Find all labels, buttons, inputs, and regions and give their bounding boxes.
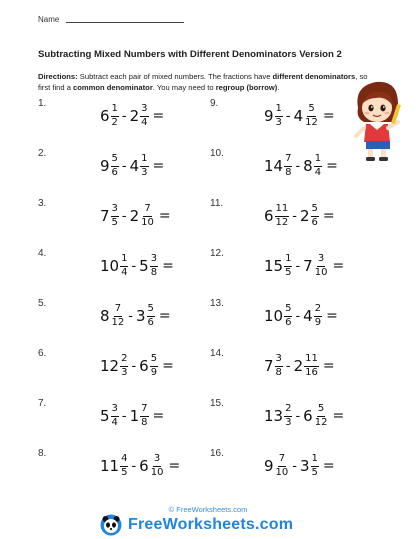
equals-sign: = xyxy=(332,258,345,274)
directions-label: Directions: xyxy=(38,72,78,81)
directions-bold-2: common denominator xyxy=(73,83,153,92)
subtrahend-whole: 4 xyxy=(129,157,140,175)
subtrahend-fraction xyxy=(304,354,319,378)
subtrahend-numerator: 7 xyxy=(140,404,148,417)
minuend-fraction xyxy=(275,104,283,128)
minuend-fraction xyxy=(111,304,126,328)
minuend-whole: 8 xyxy=(100,307,110,325)
minuend-fraction xyxy=(284,154,292,178)
minuend-whole: 11 xyxy=(100,457,120,475)
directions-text-1: Subtract each pair of mixed numbers. The fractions have xyxy=(77,72,273,81)
minuend-denominator: 10 xyxy=(275,466,289,478)
problem-number: 5. xyxy=(38,298,47,309)
subtrahend-whole: 6 xyxy=(303,407,313,425)
subtrahend-fraction xyxy=(150,354,158,378)
equals-sign: = xyxy=(162,258,174,274)
minuend-whole: 9 xyxy=(100,157,110,175)
subtrahend-numerator: 3 xyxy=(317,254,325,267)
minuend-numerator: 5 xyxy=(284,304,292,317)
minus-sign: - xyxy=(131,358,137,374)
subtrahend-denominator: 10 xyxy=(150,466,164,478)
minuend-whole: 13 xyxy=(264,407,284,425)
subtrahend-denominator: 8 xyxy=(141,416,148,428)
subtrahend-whole: 6 xyxy=(139,357,149,375)
problem-expression xyxy=(100,246,174,286)
minus-sign: - xyxy=(285,358,291,374)
subtrahend-whole: 2 xyxy=(129,207,140,225)
name-field[interactable] xyxy=(66,14,184,23)
problem-number: 13. xyxy=(210,298,224,309)
subtrahend-fraction xyxy=(304,104,319,128)
problem-expression xyxy=(264,396,344,436)
minus-sign: - xyxy=(295,258,301,274)
subtrahend-numerator: 1 xyxy=(140,154,148,167)
problem-expression xyxy=(100,146,164,186)
worksheet-title: Subtracting Mixed Numbers with Different Denominators Version 2 xyxy=(38,49,342,60)
minuend-fraction xyxy=(120,254,128,278)
minus-sign: - xyxy=(121,108,127,124)
subtrahend-denominator: 10 xyxy=(314,266,328,278)
minuend-fraction xyxy=(111,404,119,428)
footer-copyright[interactable]: © FreeWorksheets.com xyxy=(168,505,248,514)
minuend-numerator: 1 xyxy=(284,254,292,267)
minuend-fraction xyxy=(284,254,292,278)
problem-number: 14. xyxy=(210,348,224,359)
minuend-denominator: 8 xyxy=(275,366,282,378)
minuend-fraction xyxy=(275,454,290,478)
minuend-numerator: 2 xyxy=(120,354,128,367)
subtrahend-fraction xyxy=(314,304,322,328)
subtrahend-numerator: 3 xyxy=(153,454,161,467)
minuend-denominator: 5 xyxy=(111,216,118,228)
problem-number: 7. xyxy=(38,398,47,409)
minus-sign: - xyxy=(295,408,301,424)
subtrahend-denominator: 12 xyxy=(305,116,318,128)
minuend-whole: 7 xyxy=(264,357,274,375)
subtrahend-numerator: 5 xyxy=(307,104,315,117)
minuend-whole: 14 xyxy=(264,157,284,175)
equals-sign: = xyxy=(322,108,335,124)
equals-sign: = xyxy=(322,458,335,474)
subtrahend-fraction xyxy=(140,404,148,428)
subtrahend-fraction xyxy=(150,454,165,478)
minuend-denominator: 6 xyxy=(111,166,118,178)
equals-sign: = xyxy=(152,158,165,174)
name-label: Name xyxy=(38,15,60,24)
minuend-fraction xyxy=(111,204,119,228)
problem-number: 11. xyxy=(210,198,224,209)
problem-number: 3. xyxy=(38,198,47,209)
minus-sign: - xyxy=(128,308,133,324)
subtrahend-denominator: 8 xyxy=(150,266,158,278)
minuend-denominator: 4 xyxy=(111,416,118,428)
subtrahend-whole: 2 xyxy=(293,357,304,375)
minus-sign: - xyxy=(121,158,127,174)
subtrahend-whole: 1 xyxy=(129,407,140,425)
problem-expression xyxy=(100,96,164,136)
problem-expression xyxy=(264,346,335,386)
subtrahend-fraction xyxy=(314,254,329,278)
problem-number: 12. xyxy=(210,248,224,259)
subtrahend-fraction xyxy=(150,254,158,278)
subtrahend-numerator: 5 xyxy=(150,354,158,367)
minuend-denominator: 2 xyxy=(111,116,118,128)
subtrahend-denominator: 5 xyxy=(311,466,318,478)
minuend-numerator: 7 xyxy=(278,454,286,467)
subtrahend-denominator: 9 xyxy=(150,366,158,378)
subtrahend-denominator: 6 xyxy=(311,216,318,228)
minuend-fraction xyxy=(120,454,128,478)
problem-expression xyxy=(100,396,164,436)
minus-sign: - xyxy=(295,308,301,324)
directions-text-4: . xyxy=(277,83,280,92)
minuend-fraction xyxy=(284,404,292,428)
directions-text-3: . You may need to xyxy=(152,83,216,92)
subtrahend-numerator: 5 xyxy=(317,404,325,417)
minuend-denominator: 3 xyxy=(121,366,128,378)
minuend-denominator: 4 xyxy=(121,266,128,278)
problem-expression xyxy=(264,96,335,136)
problem-expression xyxy=(100,346,174,386)
minuend-numerator: 1 xyxy=(275,104,283,117)
equals-sign: = xyxy=(322,358,335,374)
subtrahend-whole: 4 xyxy=(293,107,304,125)
minuend-whole: 10 xyxy=(100,257,120,275)
subtrahend-denominator: 6 xyxy=(147,316,154,328)
subtrahend-fraction xyxy=(311,454,319,478)
subtrahend-numerator: 1 xyxy=(314,154,322,167)
minuend-denominator: 6 xyxy=(285,316,292,328)
equals-sign: = xyxy=(158,308,171,324)
minuend-fraction xyxy=(284,304,292,328)
subtrahend-denominator: 10 xyxy=(141,216,154,228)
subtrahend-whole: 5 xyxy=(139,257,149,275)
problem-expression xyxy=(100,196,171,236)
minuend-whole: 5 xyxy=(100,407,110,425)
subtrahend-numerator: 1 xyxy=(311,454,319,467)
minuend-whole: 9 xyxy=(264,457,274,475)
subtrahend-numerator: 2 xyxy=(314,304,322,317)
problem-number: 15. xyxy=(210,398,224,409)
subtrahend-whole: 3 xyxy=(135,307,146,325)
subtrahend-fraction xyxy=(314,154,322,178)
subtrahend-fraction xyxy=(311,204,319,228)
subtrahend-whole: 7 xyxy=(303,257,313,275)
minuend-denominator: 12 xyxy=(275,216,289,228)
directions-bold-3: regroup (borrow) xyxy=(215,83,278,92)
directions-text-2: , so first find a xyxy=(38,72,368,92)
subtrahend-whole: 2 xyxy=(129,107,140,125)
minuend-fraction xyxy=(120,354,128,378)
subtrahend-whole: 3 xyxy=(299,457,310,475)
subtrahend-fraction xyxy=(140,154,148,178)
minuend-denominator: 5 xyxy=(121,466,128,478)
minus-sign: - xyxy=(292,208,297,224)
equals-sign: = xyxy=(162,358,174,374)
equals-sign: = xyxy=(322,208,335,224)
subtrahend-numerator: 5 xyxy=(311,204,319,217)
problem-number: 6. xyxy=(38,348,47,359)
minuend-fraction xyxy=(111,154,119,178)
minus-sign: - xyxy=(292,458,297,474)
minuend-numerator: 2 xyxy=(284,404,292,417)
subtrahend-denominator: 9 xyxy=(314,316,322,328)
minuend-whole: 10 xyxy=(264,307,284,325)
directions-bold-1: different denominators xyxy=(272,72,356,81)
minuend-denominator: 3 xyxy=(275,116,282,128)
subtrahend-fraction xyxy=(314,404,329,428)
minus-sign: - xyxy=(295,158,301,174)
minuend-whole: 6 xyxy=(264,207,274,225)
subtrahend-whole: 2 xyxy=(299,207,310,225)
problem-expression xyxy=(264,146,338,186)
problem-number: 2. xyxy=(38,148,47,159)
subtrahend-denominator: 3 xyxy=(141,166,148,178)
problem-expression xyxy=(100,446,180,486)
footer-brand: FreeWorksheets.com xyxy=(128,516,294,533)
minuend-numerator: 7 xyxy=(284,154,292,167)
subtrahend-numerator: 5 xyxy=(147,304,155,317)
minuend-fraction xyxy=(275,354,283,378)
minuend-numerator: 3 xyxy=(275,354,283,367)
subtrahend-whole: 4 xyxy=(303,307,313,325)
minus-sign: - xyxy=(131,258,137,274)
equals-sign: = xyxy=(158,208,171,224)
equals-sign: = xyxy=(168,458,181,474)
minuend-numerator: 4 xyxy=(120,454,128,467)
equals-sign: = xyxy=(152,408,165,424)
subtrahend-denominator: 16 xyxy=(305,366,318,378)
minuend-denominator: 3 xyxy=(285,416,292,428)
subtrahend-numerator: 7 xyxy=(143,204,151,217)
subtrahend-numerator: 11 xyxy=(304,354,319,367)
minus-sign: - xyxy=(121,408,127,424)
minus-sign: - xyxy=(285,108,291,124)
subtrahend-denominator: 4 xyxy=(314,166,322,178)
minus-sign: - xyxy=(131,458,137,474)
minuend-numerator: 7 xyxy=(114,304,122,317)
name-row xyxy=(38,14,184,24)
panda-icon xyxy=(100,514,122,536)
minus-sign: - xyxy=(121,208,127,224)
equals-sign: = xyxy=(326,158,338,174)
subtrahend-fraction xyxy=(147,304,155,328)
problem-expression xyxy=(100,296,171,336)
minuend-whole: 6 xyxy=(100,107,110,125)
equals-sign: = xyxy=(326,308,338,324)
problem-number: 8. xyxy=(38,448,47,459)
minuend-whole: 12 xyxy=(100,357,120,375)
problem-number: 16. xyxy=(210,448,224,459)
subtrahend-whole: 6 xyxy=(139,457,149,475)
directions xyxy=(38,71,370,93)
problem-number: 4. xyxy=(38,248,47,259)
minuend-whole: 15 xyxy=(264,257,284,275)
minuend-whole: 7 xyxy=(100,207,110,225)
subtrahend-fraction xyxy=(140,204,155,228)
subtrahend-numerator: 3 xyxy=(150,254,158,267)
minuend-denominator: 5 xyxy=(285,266,292,278)
equals-sign: = xyxy=(152,108,165,124)
subtrahend-denominator: 4 xyxy=(141,116,148,128)
minuend-numerator: 1 xyxy=(111,104,119,117)
problem-expression xyxy=(264,296,338,336)
minuend-denominator: 12 xyxy=(111,316,125,328)
subtrahend-numerator: 3 xyxy=(140,104,148,117)
problem-expression xyxy=(264,246,344,286)
problem-number: 9. xyxy=(210,98,219,109)
equals-sign: = xyxy=(332,408,345,424)
problem-expression xyxy=(264,196,335,236)
subtrahend-fraction xyxy=(140,104,148,128)
subtrahend-denominator: 12 xyxy=(314,416,328,428)
minuend-numerator: 11 xyxy=(275,204,290,217)
footer-logo[interactable] xyxy=(100,512,293,538)
minuend-whole: 9 xyxy=(264,107,274,125)
minuend-denominator: 8 xyxy=(285,166,292,178)
minuend-numerator: 5 xyxy=(111,154,119,167)
problem-number: 10. xyxy=(210,148,224,159)
subtrahend-whole: 8 xyxy=(303,157,313,175)
problem-number: 1. xyxy=(38,98,47,109)
girl-with-pencil-icon xyxy=(348,78,406,162)
minuend-fraction xyxy=(275,204,290,228)
minuend-numerator: 1 xyxy=(120,254,128,267)
minuend-fraction xyxy=(111,104,119,128)
minuend-numerator: 3 xyxy=(111,204,119,217)
problem-expression xyxy=(264,446,335,486)
minuend-numerator: 3 xyxy=(111,404,119,417)
